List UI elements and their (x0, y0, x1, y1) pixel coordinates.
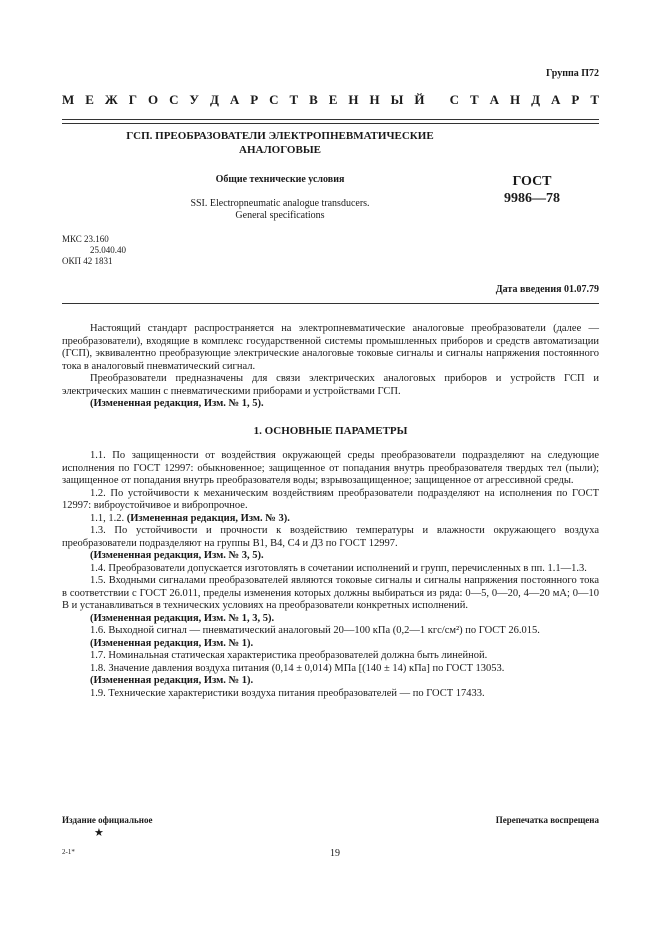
banner-letter: С (449, 92, 460, 107)
paragraph: 1.6. Выходной сигнал — пневматический аналоговый 20—100 кПа (0,2—1 кгс/см²) по ГОСТ 26.015. (90, 625, 540, 636)
paragraph: 1.5. Входными сигналами преобразователей являются токовые сигналы и сигналы напряжения постоянного тока в соответствии с ГОСТ 26.011, пределы изменения которых должны выбираться из ряда: 0—5, 0—20, 4—20 мА; 0—10 В и устанавливаться в технических условиях на преобразователи конкретных исполнений. (62, 575, 599, 611)
banner-letter: Р (571, 92, 580, 107)
official-edition-label: Издание официальное (62, 815, 153, 825)
standard-banner (62, 92, 599, 108)
paragraph: 1.1. По защищенности от воздействия окружающей среды преобразователи подразделяют на следующие исполнения по ГОСТ 12997: обыкновенное; защищенное от попадания внутрь преобразователя твердых тел (пыли); защищенное от попадания внутрь преобразователя воды; взрывозащищенное; защищенное от агрессивной среды. (62, 450, 599, 486)
banner-letter (435, 92, 438, 108)
banner-letter: Т (470, 92, 479, 107)
revision-note: (Измененная редакция, Изм. № 3). (126, 512, 290, 524)
banner-letter: Д (209, 92, 219, 107)
mks-code: МКС 23.160 (62, 234, 109, 244)
revision-note: (Измененная редакция, Изм. № 1). (90, 675, 254, 686)
paragraph: 1.2. По устойчивости к механическим воздействиям преобразователи подразделяют на исполнения по ГОСТ 12997: виброустойчивое и вибропрочное. (62, 487, 599, 511)
document-title: ГСП. ПРЕОБРАЗОВАТЕЛИ ЭЛЕКТРОПНЕВМАТИЧЕСКИЕ АНАЛОГОВЫЕ (126, 130, 434, 156)
banner-letter: Е (85, 92, 94, 107)
gost-designation (482, 173, 582, 207)
banner-letter: Ж (104, 92, 118, 107)
gost-number: 9986—78 (504, 191, 560, 206)
banner-letter: Д (531, 92, 541, 107)
top-rule-double (62, 123, 599, 124)
banner-letter: А (229, 92, 240, 107)
banner-letter: Г (128, 92, 137, 107)
banner-letter: Т (289, 92, 299, 107)
document-body (62, 323, 599, 700)
date-rule (62, 303, 599, 304)
star-icon: ★ (94, 827, 104, 839)
banner-letter: Н (348, 92, 359, 107)
paragraph: 1.8. Значение давления воздуха питания (0,14 ± 0,014) МПа [(140 ± 14) кПа] по ГОСТ 13053. (90, 662, 505, 674)
paragraph (62, 513, 599, 526)
banner-letter: С (169, 92, 179, 107)
paragraph: 1.3. По устойчивости и прочности к воздействию температуры и влажности окружающего воздуха преобразователи подразделяют на группы В1, В4, С4 и Д3 по ГОСТ 12997. (62, 525, 599, 549)
banner-letter: Н (510, 92, 521, 107)
banner-letter: У (189, 92, 199, 107)
paragraph: Настоящий стандарт распространяется на электропневматические аналоговые преобразователи (далее — преобразователи), входящие в комплекс государственной системы промышленных приборов и средств автоматизации (ГСП), эквивалентно преобразующие электрические аналоговые токовые сигналы и сигналы напряжения постоянного тока в аналоговый пневматический сигнал. (62, 323, 599, 372)
banner-letter: Е (328, 92, 338, 107)
paragraph: 1.9. Технические характеристики воздуха питания преобразователей — по ГОСТ 17433. (90, 687, 485, 699)
banner-letter: М (62, 92, 75, 107)
gost-label: ГОСТ (512, 174, 552, 189)
signature-mark: 2-1* (62, 848, 75, 856)
clause-ref: 1.1, 1.2. (90, 512, 127, 524)
document-subtitle: Общие технические условия (215, 174, 345, 185)
paragraph: 1.4. Преобразователи допускается изготовлять в сочетании исполнений и групп, перечисленных в пп. 1.1—1.3. (90, 562, 587, 574)
banner-letter: Ы (390, 92, 404, 107)
banner-letter: С (269, 92, 279, 107)
classification-codes (62, 234, 126, 267)
banner-letter: Т (590, 92, 599, 107)
banner-letter: А (489, 92, 500, 107)
section-heading: 1. ОСНОВНЫЕ ПАРАМЕТРЫ (253, 424, 408, 437)
revision-note: (Измененная редакция, Изм. № 1, 5). (90, 398, 264, 409)
okp-code: ОКП 42 1831 (62, 256, 113, 266)
page-number: 19 (330, 848, 340, 859)
introduction-date: Дата введения 01.07.79 (495, 284, 599, 295)
english-title (100, 198, 460, 222)
english-title-line2: General specifications (235, 210, 325, 221)
banner-letter: Й (414, 92, 425, 107)
banner-letter: В (309, 92, 318, 107)
english-title-line1: SSI. Electropneumatic analogue transducers. (190, 198, 370, 209)
paragraph: Преобразователи предназначены для связи электрических аналоговых приборов и устройств ГСП и электрических машин с пневматическими приборами и устройствами ГСП. (62, 373, 599, 397)
banner-letter: Н (369, 92, 380, 107)
top-rule (62, 119, 599, 120)
mks-code-2: 25.040.40 (90, 245, 126, 255)
group-code: Группа П72 (546, 68, 599, 79)
banner-letter: Р (250, 92, 259, 107)
revision-note: (Измененная редакция, Изм. № 3, 5). (90, 550, 264, 561)
banner-letter: А (551, 92, 561, 107)
reprint-prohibited-label: Перепечатка воспрещена (495, 815, 599, 825)
revision-note: (Измененная редакция, Изм. № 1, 3, 5). (90, 612, 275, 624)
paragraph: 1.7. Номинальная статическая характеристика преобразователей должна быть линейной. (90, 650, 488, 661)
banner-letter: О (147, 92, 159, 107)
revision-note: (Измененная редакция, Изм. № 1). (90, 637, 254, 649)
